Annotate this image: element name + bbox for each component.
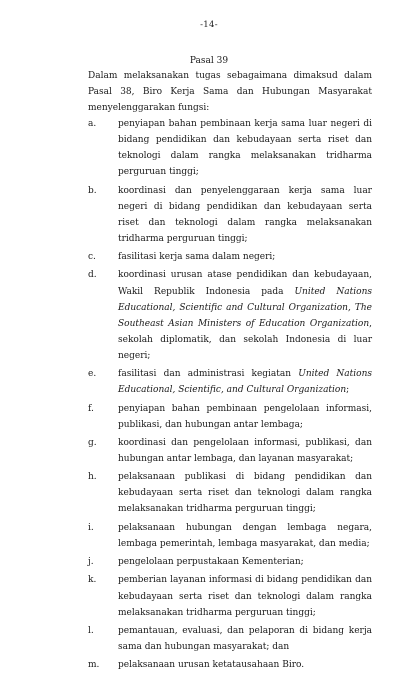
list-item bbox=[88, 469, 372, 517]
list-item-letter: h. bbox=[88, 472, 97, 483]
list-item-letter: j. bbox=[88, 557, 94, 568]
article-heading: Pasal 39 bbox=[189, 56, 229, 66]
list-item bbox=[88, 249, 372, 265]
list-item-text bbox=[118, 554, 372, 570]
list-item-letter: f. bbox=[88, 403, 94, 414]
list-item-text bbox=[118, 520, 372, 552]
italic-text-segment: United Nations Educational, Scientific, and Cultural Organization bbox=[118, 369, 372, 396]
text-segment: , sekolah diplomatik, dan sekolah Indonesia di luar negeri; bbox=[118, 318, 372, 361]
text-segment: koordinasi dan penyelenggaraan kerja sama luar negeri di bidang pendidikan dan kebudayaan serta riset dan teknologi dalam rangka melaksanakan tridharma perguruan tinggi; bbox=[118, 185, 372, 244]
list-item-text bbox=[118, 267, 372, 364]
list-item-text bbox=[118, 657, 372, 673]
text-segment: penyiapan bahan pembinaan pengelolaan informasi, publikasi, dan hubungan antar lembaga; bbox=[118, 403, 372, 430]
list-item bbox=[88, 520, 372, 552]
list-item bbox=[88, 554, 372, 570]
list-item bbox=[88, 657, 372, 673]
text-segment: pengelolaan perpustakaan Kementerian; bbox=[118, 557, 304, 568]
list-item-letter: l. bbox=[88, 625, 94, 636]
list-item-text bbox=[118, 623, 372, 655]
list-item-text bbox=[118, 183, 372, 247]
list-item-text bbox=[118, 469, 372, 517]
list-item-letter: e. bbox=[88, 369, 97, 380]
text-segment: koordinasi urusan atase pendidikan dan kebudayaan, Wakil Republik Indonesia pada bbox=[118, 270, 372, 297]
text-segment: ; bbox=[346, 385, 350, 396]
text-segment: fasilitasi dan administrasi kegiatan bbox=[118, 369, 299, 380]
list-item bbox=[88, 267, 372, 364]
list-item-letter: i. bbox=[88, 522, 94, 533]
function-list bbox=[88, 116, 372, 676]
text-segment: fasilitasi kerja sama dalam negeri; bbox=[118, 252, 276, 263]
list-item-text bbox=[118, 249, 372, 265]
list-item-text bbox=[118, 116, 372, 180]
list-item-letter: c. bbox=[88, 252, 96, 263]
list-item-text bbox=[118, 401, 372, 433]
text-segment: pelaksanaan urusan ketatausahaan Biro. bbox=[118, 660, 305, 671]
list-item-letter: a. bbox=[88, 119, 97, 129]
list-item-text bbox=[118, 572, 372, 620]
text-segment: pelaksanaan publikasi di bidang pendidikan dan kebudayaan serta riset dan teknologi dalam rangka melaksanakan tridharma perguruan tinggi; bbox=[118, 472, 372, 515]
list-item-text bbox=[118, 435, 372, 467]
intro-paragraph: Dalam melaksanakan tugas sebagaimana dimaksud dalam Pasal 38, Biro Kerja Sama dan Hubungan Masyarakat menyelenggarakan fungsi: bbox=[88, 71, 372, 113]
list-item bbox=[88, 366, 372, 398]
list-item bbox=[88, 572, 372, 620]
list-item-letter: g. bbox=[88, 437, 97, 448]
list-item bbox=[88, 183, 372, 247]
text-segment: koordinasi dan pengelolaan informasi, publikasi, dan hubungan antar lembaga, dan layanan masyarakat; bbox=[118, 437, 372, 464]
list-item bbox=[88, 401, 372, 433]
italic-text-segment: United Nations Educational, Scientific and Cultural Organization, The Southeast Asian Ministers of Education Organization bbox=[118, 286, 372, 329]
text-segment: penyiapan bahan pembinaan kerja sama luar negeri di bidang pendidikan dan kebudayaan serta riset dan teknologi dalam rangka melaksanakan tridharma perguruan tinggi; bbox=[118, 119, 372, 178]
list-item-letter: d. bbox=[88, 270, 97, 281]
list-item-letter: m. bbox=[88, 660, 100, 671]
text-segment: pemberian layanan informasi di bidang pendidikan dan kebudayaan serta riset dan teknologi dalam rangka melaksanakan tridharma perguruan tinggi; bbox=[118, 575, 372, 618]
list-item bbox=[88, 435, 372, 467]
page-number: -14- bbox=[200, 20, 218, 30]
list-item-text bbox=[118, 366, 372, 398]
list-item-letter: k. bbox=[88, 575, 97, 586]
text-segment: pemantauan, evaluasi, dan pelaporan di bidang kerja sama dan hubungan masyarakat; dan bbox=[118, 625, 372, 652]
list-item bbox=[88, 623, 372, 655]
list-item-letter: b. bbox=[88, 185, 97, 196]
list-item bbox=[88, 116, 372, 180]
text-segment: pelaksanaan hubungan dengan lembaga negara, lembaga pemerintah, lembaga masyarakat, dan media; bbox=[118, 522, 372, 549]
